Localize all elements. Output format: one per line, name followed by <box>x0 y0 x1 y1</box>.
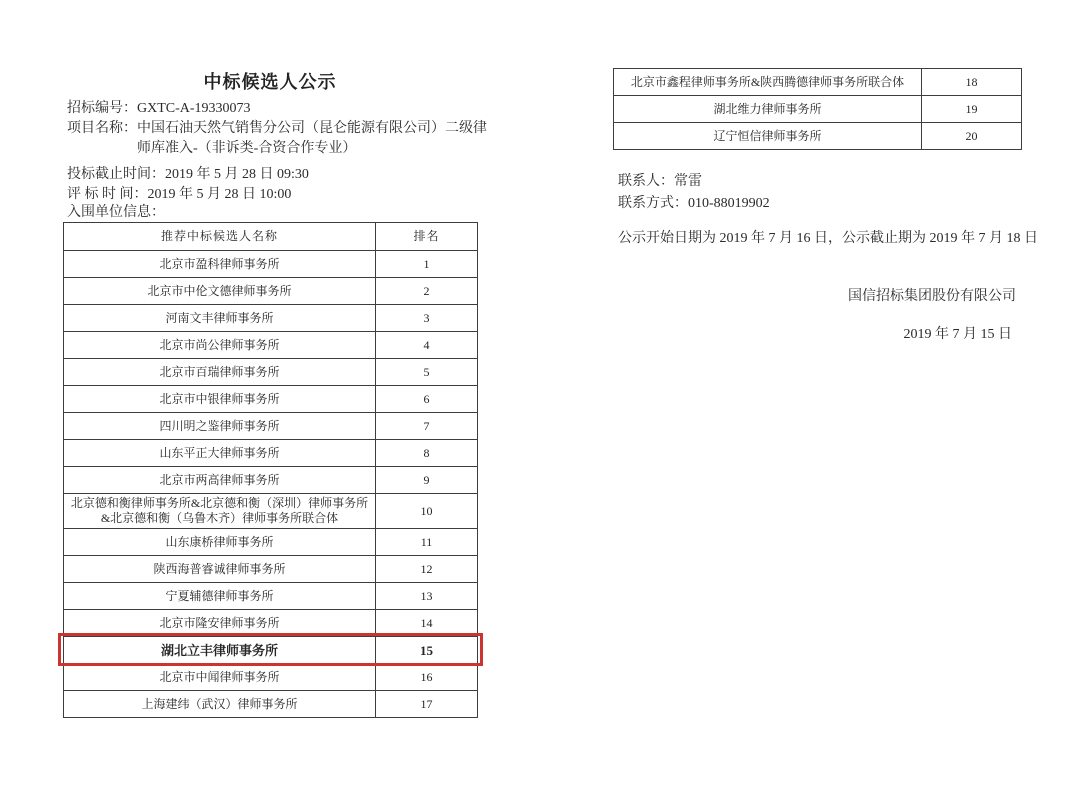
candidate-name-cell: 山东平正大律师事务所 <box>64 440 376 467</box>
candidate-name-cell: 北京市隆安律师事务所 <box>64 610 376 637</box>
rank-cell: 6 <box>376 386 478 413</box>
rank-cell: 12 <box>376 556 478 583</box>
candidate-name-cell: 北京德和衡律师事务所&北京德和衡（深圳）律师事务所&北京德和衡（乌鲁木齐）律师事务所联合体 <box>64 494 376 529</box>
table-row <box>64 278 478 305</box>
rank-cell: 14 <box>376 610 478 637</box>
rank-cell: 17 <box>376 691 478 718</box>
table-row <box>64 251 478 278</box>
table-row <box>614 96 1022 123</box>
candidate-name-cell: 北京市尚公律师事务所 <box>64 332 376 359</box>
contact-phone-line: 联系方式：010-88019902 <box>618 196 770 211</box>
table-row <box>64 467 478 494</box>
candidate-name-cell: 北京市鑫程律师事务所&陕西腾德律师事务所联合体 <box>614 69 922 96</box>
table-row <box>64 529 478 556</box>
rank-cell: 16 <box>376 664 478 691</box>
candidate-name-cell: 上海建纬（武汉）律师事务所 <box>64 691 376 718</box>
candidate-name-cell: 山东康桥律师事务所 <box>64 529 376 556</box>
project-name-label: 项目名称： <box>67 121 137 136</box>
shortlist-heading: 入围单位信息： <box>67 205 165 220</box>
candidate-name-cell: 四川明之鉴律师事务所 <box>64 413 376 440</box>
rank-cell: 19 <box>922 96 1022 123</box>
rank-cell: 7 <box>376 413 478 440</box>
rank-cell: 10 <box>376 494 478 529</box>
table-row <box>64 637 478 664</box>
rank-cell: 13 <box>376 583 478 610</box>
table-row <box>64 664 478 691</box>
rank-cell: 15 <box>376 637 478 664</box>
rank-cell: 20 <box>922 123 1022 150</box>
evaluation-time-line: 评 标 时 间：2019 年 5 月 28 日 10:00 <box>67 187 292 202</box>
candidate-name-cell: 辽宁恒信律师事务所 <box>614 123 922 150</box>
rank-cell: 18 <box>922 69 1022 96</box>
candidates-table-left <box>63 222 477 718</box>
candidate-name-cell: 北京市中银律师事务所 <box>64 386 376 413</box>
table-row <box>64 386 478 413</box>
column-header-rank: 排名 <box>376 223 478 251</box>
publicity-period-line: 公示开始日期为 2019 年 7 月 16 日，公示截止期为 2019 年 7 月 18 日 <box>618 231 1038 246</box>
rank-cell: 9 <box>376 467 478 494</box>
candidate-name-cell: 北京市百瑞律师事务所 <box>64 359 376 386</box>
project-name-value: 中国石油天然气销售分公司（昆仑能源有限公司）二级律师库准入-（非诉类-合资合作专业） <box>137 121 487 156</box>
table-row <box>64 494 478 529</box>
rank-cell: 4 <box>376 332 478 359</box>
candidate-name-cell: 北京市中伦文德律师事务所 <box>64 278 376 305</box>
table-row <box>614 123 1022 150</box>
table-row <box>64 440 478 467</box>
rank-cell: 8 <box>376 440 478 467</box>
candidate-name-cell: 湖北维力律师事务所 <box>614 96 922 123</box>
page-title: 中标候选人公示 <box>203 72 337 92</box>
tender-number-line: 招标编号：GXTC-A-19330073 <box>67 101 251 116</box>
candidate-name-cell: 北京市两高律师事务所 <box>64 467 376 494</box>
table-header-row <box>64 223 478 251</box>
bid-deadline-line: 投标截止时间：2019 年 5 月 28 日 09:30 <box>67 167 309 182</box>
table-row <box>64 305 478 332</box>
table-row <box>64 413 478 440</box>
rank-cell: 2 <box>376 278 478 305</box>
rank-cell: 11 <box>376 529 478 556</box>
candidate-name-cell: 北京市中闻律师事务所 <box>64 664 376 691</box>
table-row <box>64 691 478 718</box>
project-name-line <box>67 119 489 159</box>
issue-date: 2019 年 7 月 15 日 <box>903 327 1012 342</box>
column-header-candidate-name: 推荐中标候选人名称 <box>64 223 376 251</box>
candidate-name-cell: 陕西海普睿诚律师事务所 <box>64 556 376 583</box>
rank-cell: 3 <box>376 305 478 332</box>
table-row <box>64 610 478 637</box>
rank-cell: 1 <box>376 251 478 278</box>
candidate-name-cell: 宁夏辅德律师事务所 <box>64 583 376 610</box>
table-row <box>64 359 478 386</box>
table-row <box>64 332 478 359</box>
rank-cell: 5 <box>376 359 478 386</box>
candidate-name-cell: 河南文丰律师事务所 <box>64 305 376 332</box>
table-row <box>64 583 478 610</box>
candidate-name-cell: 北京市盈科律师事务所 <box>64 251 376 278</box>
candidate-name-cell: 湖北立丰律师事务所 <box>64 637 376 664</box>
table-row <box>614 69 1022 96</box>
issuer-company: 国信招标集团股份有限公司 <box>848 289 1016 304</box>
candidates-table-right <box>613 68 1021 150</box>
contact-person-line: 联系人：常雷 <box>618 174 702 189</box>
table-row <box>64 556 478 583</box>
